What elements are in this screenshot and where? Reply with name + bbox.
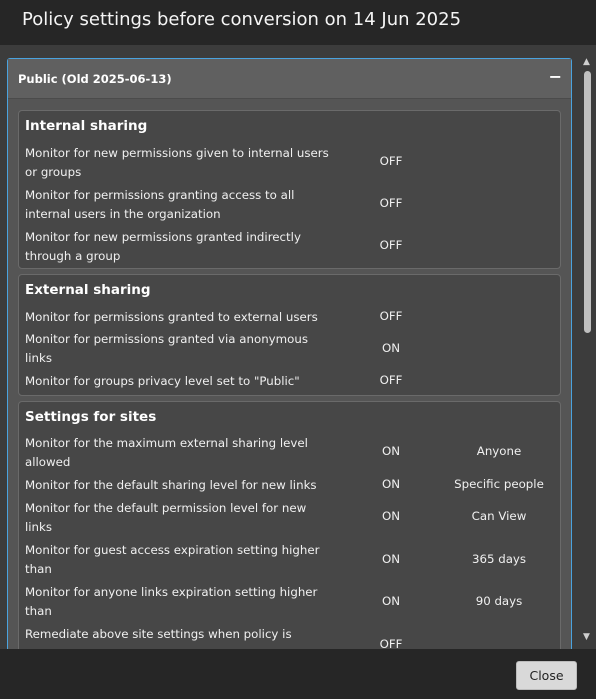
setting-label: Monitor for groups privacy level set to "Public" [25,374,300,388]
setting-status: ON [381,477,401,491]
setting-status: ON [381,594,401,608]
setting-label: Monitor for the maximum external sharing level allowed [25,436,308,469]
setting-row [19,186,560,224]
setting-row [19,434,560,472]
setting-row [19,144,560,182]
setting-row [19,541,560,579]
dialog-title: Policy settings before conversion on 14 Jun 2025 [22,9,462,30]
setting-label: Monitor for anyone links expiration setting higher than [25,585,318,618]
scroll-down-arrow-icon[interactable]: ▼ [583,632,590,642]
setting-label: Remediate above site settings when policy is [25,627,292,641]
setting-value: Specific people [454,477,544,491]
section-title: Internal sharing [25,118,148,134]
setting-status: OFF [379,373,403,387]
setting-label: Monitor for guest access expiration setting higher than [25,543,320,576]
section-internal-sharing [18,110,561,269]
setting-status: ON [381,509,401,523]
accordion-header[interactable] [8,59,571,99]
setting-status: OFF [379,238,403,252]
setting-label: Monitor for permissions granting access to all internal users in the organization [25,188,295,221]
setting-label: Monitor for the default permission level for new links [25,501,307,534]
setting-label: Monitor for permissions granted to external users [25,310,318,324]
collapse-icon[interactable]: − [548,67,562,86]
setting-status: OFF [379,154,403,168]
setting-status: ON [381,341,401,355]
setting-row [19,583,560,621]
scroll-up-arrow-icon[interactable]: ▲ [583,57,590,67]
setting-row [19,308,560,328]
section-site-settings [18,401,561,649]
dialog-titlebar [0,0,596,45]
setting-row [19,228,560,266]
accordion-title: Public (Old 2025-06-13) [18,72,172,86]
setting-status: OFF [379,637,403,649]
policy-accordion [7,58,572,649]
section-title: Settings for sites [25,409,157,425]
setting-row [19,625,560,649]
setting-row [19,476,560,496]
setting-label: Monitor for the default sharing level for new links [25,478,317,492]
section-external-sharing [18,274,561,396]
setting-row [19,330,560,368]
scrollbar-thumb[interactable] [584,71,591,333]
close-button[interactable]: Close [516,661,577,690]
setting-label: Monitor for new permissions granted indirectly through a group [25,230,301,263]
setting-label: Monitor for permissions granted via anonymous links [25,332,308,365]
setting-status: ON [381,552,401,566]
setting-status: OFF [379,196,403,210]
setting-value: Can View [471,509,527,523]
dialog-content[interactable] [0,45,596,649]
setting-value: 90 days [475,594,523,608]
vertical-scrollbar[interactable] [580,55,594,649]
setting-label: Monitor for new permissions given to internal users or groups [25,146,329,179]
dialog-footer [0,649,596,699]
setting-row [19,372,560,392]
setting-value: 365 days [471,552,527,566]
setting-value: Anyone [476,444,522,458]
setting-row [19,499,560,537]
setting-status: OFF [379,309,403,323]
section-title: External sharing [25,282,151,298]
setting-status: ON [381,444,401,458]
